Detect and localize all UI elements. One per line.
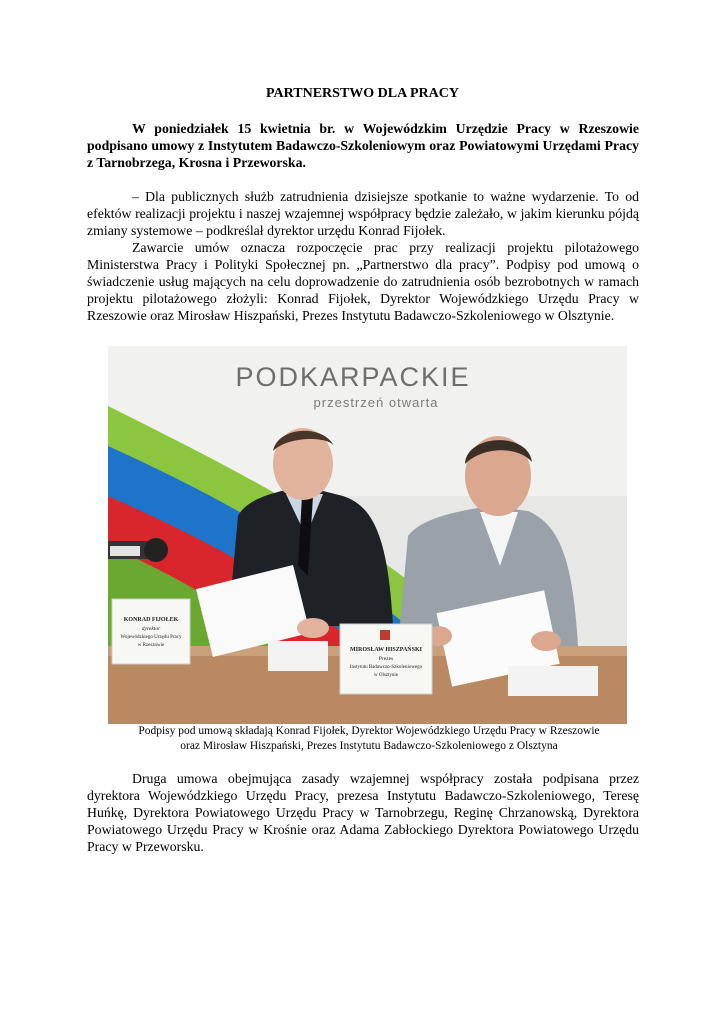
nameplate-right-city: w Olsztynie bbox=[373, 673, 399, 678]
nameplate-right-name: MIROSŁAW HISZPAŃSKI bbox=[350, 647, 422, 653]
banner-title: PODKARPACKIE bbox=[235, 362, 471, 392]
nameplate-left-org: Wojewódzkiego Urzędu Pracy bbox=[120, 635, 182, 640]
lead-paragraph: W poniedziałek 15 kwietnia br. w Wojewódzkim Urzędzie Pracy w Rzeszowie podpisano umowy z Instytutem Badawczo-Szkoleniowym oraz Powiatowymi Urzędami Pracy z Tarnobrzega, Krosna i Przeworska. bbox=[87, 121, 639, 170]
body-paragraph-2: Zawarcie umów oznacza rozpoczęcie prac przy realizacji projektu pilotażowego Ministerstwa Pracy i Polityki Społecznej pn. „Partnerstwo dla pracy”. Podpisy pod umową o świadczenie usług mających na celu doprowadzenie do zatrudnienia osób bezrobotnych w ramach projektu pilotażowego złożyli: Konrad Fijołek, Dyrektor Wojewódzkiego Urzędu Pracy w Rzeszowie oraz Mirosław Hiszpański, Prezes Instytutu Badawczo-Szkoleniowego w Olsztynie. bbox=[87, 240, 639, 323]
nameplate-right-org: Instytutu Badawczo-Szkoleniowego bbox=[349, 665, 423, 670]
photo-caption bbox=[108, 724, 630, 754]
page-title: PARTNERSTWO DLA PRACY bbox=[266, 86, 459, 101]
caption-line-1: Podpisy pod umową składają Konrad Fijołek, Dyrektor Wojewódzkiego Urzędu Pracy w Rzeszowie bbox=[138, 725, 600, 737]
caption-line-2: oraz Mirosław Hiszpański, Prezes Instytutu Badawczo-Szkoleniowego z Olsztyna bbox=[180, 740, 558, 752]
nameplate-left-role: dyrektor bbox=[141, 626, 161, 632]
banner-subtitle: przestrzeń otwarta bbox=[313, 395, 439, 410]
signing-photo bbox=[108, 346, 627, 724]
nameplate-left-name: KONRAD FIJOŁEK bbox=[123, 617, 179, 623]
nameplate-right-role: Prezes bbox=[378, 656, 394, 662]
body-paragraph-1: – Dla publicznych służb zatrudnienia dzisiejsze spotkanie to ważne wydarzenie. To od efektów realizacji projektu i naszej wzajemnej współpracy będzie zależało, w jakim kierunku pójdą zmiany systemowe – podkreślał dyrektor urzędu Konrad Fijołek. bbox=[87, 189, 639, 238]
body-paragraph-3: Druga umowa obejmująca zasady wzajemnej współpracy została podpisana przez dyrektora Wojewódzkiego Urzędu Pracy, prezesa Instytutu Badawczo-Szkoleniowego, Teresę Huńkę, Dyrektora Powiatowego Urzędu Pracy w Tarnobrzegu, Reginę Chrzanowską, Dyrektora Powiatowego Urzędu Pracy w Krośnie oraz Adama Zabłockiego Dyrektora Powiatowego Urzędu Pracy w Przeworsku. bbox=[87, 771, 639, 854]
nameplate-left-city: w Rzeszowie bbox=[137, 643, 165, 648]
